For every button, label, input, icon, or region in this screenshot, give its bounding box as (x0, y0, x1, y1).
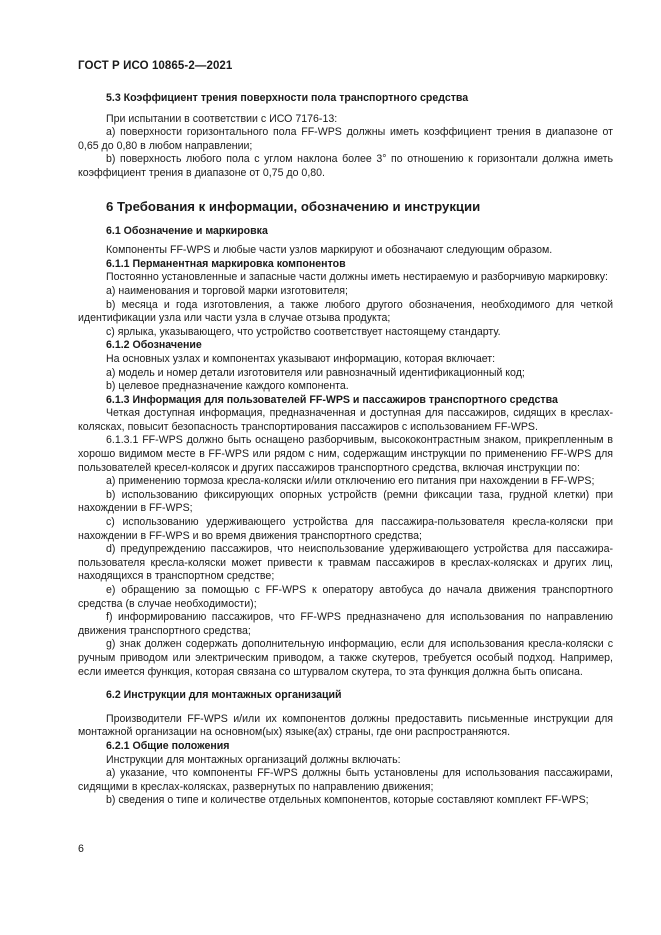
paragraph: Постоянно установленные и запасные части должны иметь нестираемую и разборчивую маркировку: (106, 271, 608, 284)
list-item: а) указание, что компоненты FF-WPS должны быть установлены для использования пассажирами, сидящими в креслах-колясках, развернутых по направлению движения; (78, 767, 613, 793)
list-item: b) использованию фиксирующих опорных устройств (ремни фиксации таза, грудной клетки) при нахождении в FF-WPS; (78, 488, 613, 515)
section-6-title: 6 Требования к информации, обозначению и инструкции (106, 198, 481, 214)
list-item: е) обращению за помощью с FF-WPS к оператору автобуса до начала движения транспортного средства (в случае необходимости); (78, 584, 613, 610)
document-header: ГОСТ Р ИСО 10865-2—2021 (78, 60, 233, 72)
list-item: g) знак должен содержать дополнительную информацию, если для использования кресла-коляски с ручным приводом или электрическим приводом, а также скутеров, требуется особый подход. Например, если имеется функция, которая связана со штурвалом скутера, то эта функция должна быть описана. (78, 638, 613, 678)
list-item: с) ярлыка, указывающего, что устройство соответствует настоящему стандарту. (106, 325, 501, 338)
list-item: с) использованию удерживающего устройства для пассажира-пользователя кресла-коляски при нахождении в FF-WPS и во время движения транспортного средства; (78, 516, 613, 542)
paragraph: Производители FF-WPS и/или их компонентов должны предоставить письменные инструкции для монтажной организации на основном(ых) языке(ах) страны, где они распространяются. (78, 712, 613, 739)
page-number: 6 (78, 843, 84, 855)
paragraph: Компоненты FF-WPS и любые части узлов маркируют и обозначают следующим образом. (106, 244, 553, 257)
paragraph: 6.1.3.1 FF-WPS должно быть оснащено разборчивым, высококонтрастным знаком, прикрепленным в хорошо видимом месте в FF-WPS или рядом с ним, содержащим инструкции по применению FF-WPS для пользователей кресел-колясок и других пассажиров транспортного средства, включая инструкции по: (78, 434, 613, 474)
list-item: а) модель и номер детали изготовителя или равнозначный идентификационный код; (106, 366, 525, 379)
section-6-1-2-title: 6.1.2 Обозначение (106, 339, 202, 352)
list-item: b) сведения о типе и количестве отдельных компонентов, которые составляют комплект FF-WPS; (106, 794, 589, 807)
list-item: а) поверхности горизонтального пола FF-WPS должны иметь коэффициент трения в диапазоне от 0,65 до 0,80 в любом направлении; (78, 126, 613, 152)
list-item: а) наименования и торговой марки изготовителя; (106, 284, 348, 297)
paragraph: При испытании в соответствии с ИСО 7176-13: (106, 112, 338, 125)
page-content (78, 92, 613, 808)
list-item: b) месяца и года изготовления, а также любого другого обозначения, необходимого для четкой идентификации узла или части узла в случае отзыва продукта; (78, 298, 613, 325)
section-6-1-1-title: 6.1.1 Перманентная маркировка компонентов (106, 257, 346, 270)
section-6-2-1-title: 6.2.1 Общие положения (106, 739, 230, 752)
section-5-3-title: 5.3 Коэффициент трения поверхности пола транспортного средства (106, 92, 469, 104)
section-6-1-3-title: 6.1.3 Информация для пользователей FF-WPS и пассажиров транспортного средства (106, 393, 558, 406)
paragraph: На основных узлах и компонентах указывают информацию, которая включает: (106, 352, 496, 365)
list-item: b) целевое предназначение каждого компонента. (106, 380, 349, 393)
list-item: d) предупреждению пассажиров, что неиспользование удерживающего устройства для пассажира-пользователя кресла-коляски может привести к травмам пассажиров в креслах-колясках и других лиц, находящихся в транспортном средстве; (78, 543, 613, 583)
list-item: а) применению тормоза кресла-коляски и/или отключению его питания при нахождении в FF-WPS; (106, 475, 595, 488)
section-6-1-title: 6.1 Обозначение и маркировка (106, 224, 268, 237)
section-6-2-title: 6.2 Инструкции для монтажных организаций (106, 689, 342, 702)
list-item: f) информированию пассажиров, что FF-WPS предназначено для использования по направлению движения транспортного средства; (78, 611, 613, 637)
paragraph: Инструкции для монтажных организаций должны включать: (106, 753, 401, 766)
paragraph: Четкая доступная информация, предназначенная и доступная для пассажиров, сидящих в креслах-колясках, повысит безопасность транспортирования пассажиров с использованием FF-WPS. (78, 407, 613, 433)
list-item: b) поверхность любого пола с углом наклона более 3° по отношению к горизонтали должна иметь коэффициент трения в диапазоне от 0,75 до 0,80. (78, 153, 613, 179)
